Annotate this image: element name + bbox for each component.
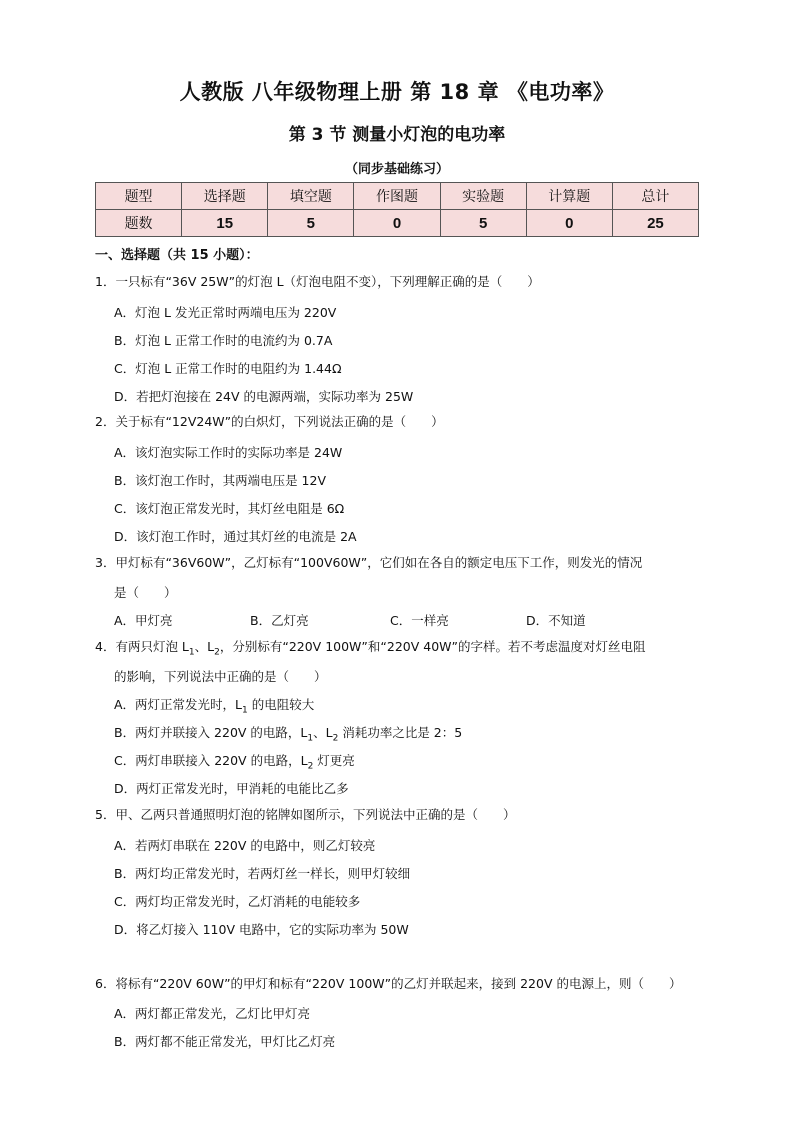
table-row [96,210,699,237]
question-4-option-a: A．两灯正常发光时，$L_1$ 的电阻较大 [114,697,315,716]
question-4-option-d: D．两灯正常发光时，甲消耗的电能比乙多 [114,781,349,796]
question-5-option-c: C．两灯均正常发光时，乙灯消耗的电能较多 [114,894,361,909]
table-cell: 题数 [96,210,182,237]
question-6-option-a: A．两灯都正常发光，乙灯比甲灯亮 [114,1006,311,1021]
question-1-stem: 1．一只标有“36V 25W”的灯泡 L（灯泡电阻不变），下列理解正确的是（ ） [95,274,540,289]
question-2-option-b: B．该灯泡工作时，其两端电压是 12V [114,473,327,488]
question-1-option-a: A．灯泡 L 发光正常时两端电压为 220V [114,305,337,320]
question-3-option-d: D．不知道 [526,613,586,628]
question-5-option-a: A．若两灯串联在 220V 的电路中，则乙灯较亮 [114,838,376,853]
question-3-stem-line2: 是（ ） [114,585,177,600]
question-3-option-a: A．甲灯亮 [114,613,173,628]
question-5-option-d: D．将乙灯接入 110V 电路中，它的实际功率为 50W [114,922,409,937]
question-4-stem-line2: 的影响，下列说法中正确的是（ ） [114,669,327,684]
section-heading: 一、选择题（共 15 小题）： [95,248,259,263]
table-cell: 填空题 [268,183,354,210]
question-3-stem-line1: 3．甲灯标有“36V60W”，乙灯标有“100V60W”，它们如在各自的额定电压下工作，则发光的情况 [95,555,643,570]
question-2-stem: 2．关于标有“12V24W”的白炽灯，下列说法正确的是（ ） [95,414,444,429]
table-cell: 0 [526,210,612,237]
table-cell: 作图题 [354,183,440,210]
question-3-options [114,611,586,629]
question-2-option-c: C．该灯泡正常发光时，其灯丝电阻是 6Ω [114,501,345,516]
table-cell: 5 [268,210,354,237]
question-6-stem: 6．将标有“220V 60W”的甲灯和标有“220V 100W”的乙灯并联起来，接到 220V 的电源上，则（ ） [95,976,682,991]
page-subtitle: 第 3 节 测量小灯泡的电功率 [288,125,506,145]
question-3-option-b: B．乙灯亮 [250,613,309,628]
table-cell: 计算题 [526,183,612,210]
question-1-option-c: C．灯泡 L 正常工作时的电阻约为 1.44Ω [114,361,342,376]
question-6-option-b: B．两灯都不能正常发光，甲灯比乙灯亮 [114,1034,336,1049]
question-1-option-b: B．灯泡 L 正常工作时的电流约为 0.7A [114,333,333,348]
question-2-option-a: A．该灯泡实际工作时的实际功率是 24W [114,445,343,460]
question-2-option-d: D．该灯泡工作时，通过其灯丝的电流是 2A [114,529,357,544]
table-cell: 实验题 [440,183,526,210]
table-cell: 0 [354,210,440,237]
question-5-option-b: B．两灯均正常发光时，若两灯丝一样长，则甲灯较细 [114,866,411,881]
question-4-option-b: B．两灯并联接入 220V 的电路，$L_1$、$L_2$ 消耗功率之比是 2：5 [114,725,463,744]
page-title: 人教版 八年级物理上册 第 18 章 《电功率》 [179,80,615,104]
question-3-option-c: C．一样亮 [390,613,449,628]
question-4-option-c: C．两灯串联接入 220V 的电路，$L_2$ 灯更亮 [114,753,355,772]
table-row [96,183,699,210]
table-cell: 总计 [612,183,698,210]
table-cell: 5 [440,210,526,237]
table-cell: 选择题 [182,183,268,210]
question-4-stem-line1: 4．有两只灯泡 $L_1$、$L_2$，分别标有“220V 100W”和“220V 40W”的字样。若不考虑温度对灯丝电阻 [95,639,646,658]
question-stats-table [95,182,699,237]
table-cell: 15 [182,210,268,237]
question-1-option-d: D．若把灯泡接在 24V 的电源两端，实际功率为 25W [114,389,414,404]
table-cell: 题型 [96,183,182,210]
page-note: （同步基础练习） [344,162,449,177]
question-5-stem: 5．甲、乙两只普通照明灯泡的铭牌如图所示，下列说法中正确的是（ ） [95,807,516,822]
table-cell: 25 [612,210,698,237]
